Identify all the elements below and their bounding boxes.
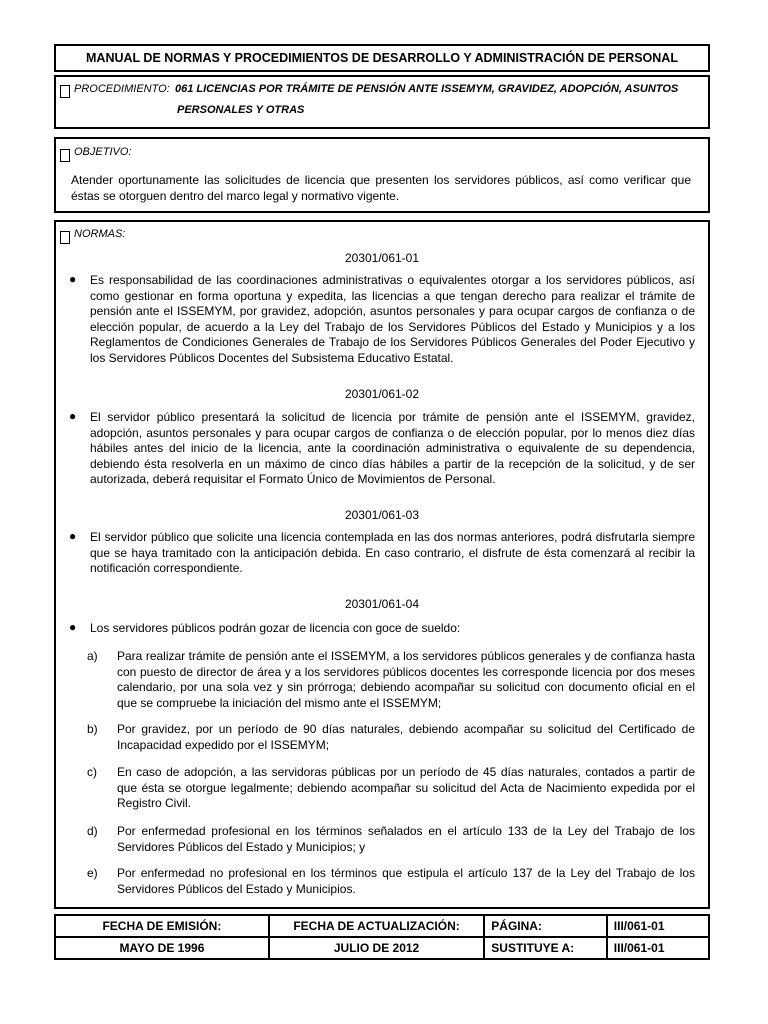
pagina-label: PÁGINA: [484, 915, 607, 937]
norma-text: Los servidores públicos podrán gozar de licencia con goce de sueldo: [90, 621, 461, 635]
subitem-letter: a) [87, 649, 98, 663]
manual-header [54, 44, 710, 72]
bullet-icon: ● [69, 272, 77, 286]
sustituye-label: SUSTITUYE A: [484, 937, 607, 959]
sustituye-value: III/061-01 [607, 937, 709, 959]
footer-row-labels [55, 915, 709, 937]
norma-text: El servidor público que solicite una licencia contemplada en las dos normas anteriores, podrá disfrutarla siempre que se haya tramitado con la anticipación debida. En caso contrario, el disfrute de ésta comenzará al recibir la notificación correspondiente. [90, 530, 695, 575]
footer-row-values [55, 937, 709, 959]
subitem-letter: d) [87, 824, 98, 838]
subitem-text: Por enfermedad no profesional en los términos que estipula el artículo 137 de la Ley del Trabajo de los Servidores Públicos del Estado y Municipios. [117, 866, 695, 896]
manual-title: MANUAL DE NORMAS Y PROCEDIMIENTOS DE DESARROLLO Y ADMINISTRACIÓN DE PERSONAL [86, 51, 678, 65]
normas-label: NORMAS: [74, 228, 126, 240]
subitem-text: Por gravidez, por un período de 90 días naturales, debiendo acompañar su solicitud del Certificado de Incapacidad expedido por el ISSEMYM; [117, 722, 695, 752]
bullet-icon: ● [69, 529, 77, 543]
checkbox-icon [60, 149, 70, 162]
fecha-emision-value: MAYO DE 1996 [55, 937, 269, 959]
subitem-letter: c) [87, 765, 97, 779]
objetivo-section [54, 137, 710, 213]
objetivo-text: Atender oportunamente las solicitudes de licencia que presenten los servidores públicos, así como verificar que éstas se otorguen dentro del marco legal y normativo vigente. [71, 173, 691, 203]
subitem-text: En caso de adopción, a las servidoras públicas por un período de 45 días naturales, contados a partir de que ésta se otorgue legalmente; debiendo acompañar su solicitud del Acta de Nacimiento expedida por el Registro Civil. [117, 765, 695, 810]
bullet-icon: ● [69, 409, 77, 423]
norma-code: 20301/061-04 [344, 597, 420, 611]
procedimiento-label: PROCEDIMIENTO: [74, 83, 170, 95]
checkbox-icon [60, 85, 70, 98]
subitem-text: Por enfermedad profesional en los términos señalados en el artículo 133 de la Ley del Trabajo de los Servidores Públicos del Estado y Municipios; y [117, 824, 695, 854]
checkbox-icon [60, 231, 70, 244]
fecha-actualizacion-value: JULIO DE 2012 [269, 937, 484, 959]
norma-code: 20301/061-01 [344, 251, 420, 265]
procedimiento-title-line2: PERSONALES Y OTRAS [177, 104, 305, 116]
fecha-actualizacion-label: FECHA DE ACTUALIZACIÓN: [269, 915, 484, 937]
fecha-emision-label: FECHA DE EMISIÓN: [55, 915, 269, 937]
subitem-letter: e) [87, 866, 98, 880]
bullet-icon: ● [69, 620, 77, 634]
norma-text: El servidor público presentará la solicitud de licencia por trámite de pensión ante el ISSEMYM, gravidez, adopción, asuntos personales y para ocupar cargos de confianza o de elección popular, por lo menos diez días hábiles antes del inicio de la licencia, ante la coordinación administrativa o equivalente de su dependencia, debiendo ésta resolverla en un máximo de cinco días hábiles a partir de la recepción de la solicitud, y de ser autorizada, deberá requisitar el Formato Único de Movimientos de Personal. [90, 410, 695, 486]
objetivo-label: OBJETIVO: [74, 146, 132, 158]
procedimiento-title-line1: 061 LICENCIAS POR TRÁMITE DE PENSIÓN ANTE ISSEMYM, GRAVIDEZ, ADOPCIÓN, ASUNTOS [175, 83, 679, 95]
subitem-text: Para realizar trámite de pensión ante el ISSEMYM, a los servidores públicos generales y de confianza hasta con puesto de director de área y a los servidores públicos docentes les corresponde licencia por dos meses calendario, por una sola vez y sin prórroga; debiendo acompañar su solicitud con documento oficial en el que se compruebe la iniciación del mismo ante el ISSEMYM; [117, 649, 695, 710]
pagina-value: III/061-01 [607, 915, 709, 937]
norma-code: 20301/061-02 [344, 387, 420, 401]
norma-text: Es responsabilidad de las coordinaciones administrativas o equivalentes otorgar a los servidores públicos, así como gestionar en forma oportuna y expedita, las licencias a que tengan derecho para realizar el trámite de pensión ante el ISSEMYM, por gravidez, adopción, asuntos personales y para ocupar cargos de confianza o de elección popular, de acuerdo a la Ley del Trabajo de los Servidores Públicos del Estado y Municipios y a los Reglamentos de Condiciones Generales de Trabajo de los Servidores Públicos Generales del Poder Ejecutivo y los Servidores Públicos Docentes del Subsistema Educativo Estatal. [90, 273, 695, 365]
footer-table [54, 914, 710, 960]
subitem-letter: b) [87, 722, 98, 736]
norma-code: 20301/061-03 [344, 508, 420, 522]
normas-section [54, 220, 710, 909]
procedimiento-section [54, 75, 710, 129]
